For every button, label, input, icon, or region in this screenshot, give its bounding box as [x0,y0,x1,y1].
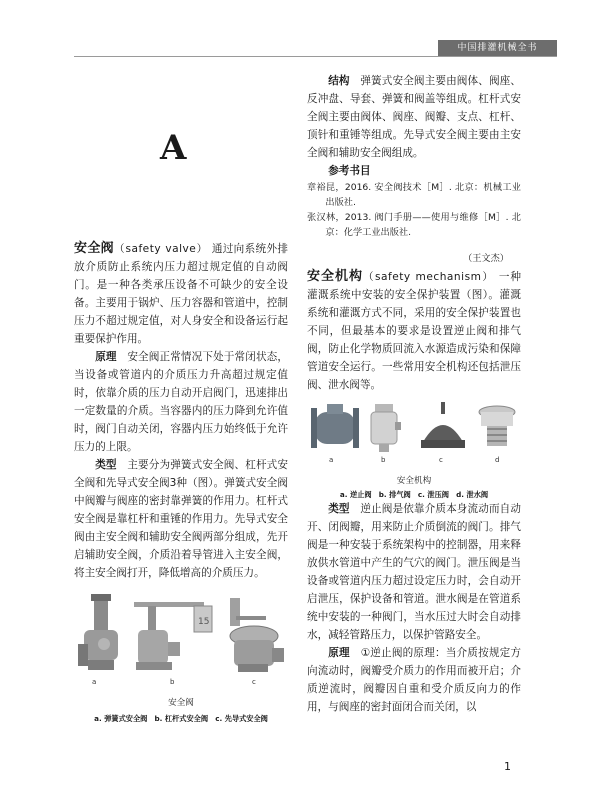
mech-types-label: 类型 [328,503,350,515]
reference-item: 章裕昆，2016. 安全阀技术［M］. 北京：机械工业出版社. [307,182,521,208]
mech-types-paragraph [307,500,521,644]
mech-letter-c: c [439,456,443,464]
header-rule [74,56,557,57]
spring-safety-valve-image [78,594,118,670]
pilot-safety-valve-image [230,598,284,672]
types-paragraph [74,456,288,582]
mech-figure-subcaption: a. 逆止阀 b. 排气阀 c. 泄压阀 d. 泄水阀 [339,490,489,499]
mech-principle-paragraph [307,644,521,716]
left-column [74,240,288,582]
entry-intro: 通过向系统外排放介质防止系统内压力超过规定值的自动阀门。是一种各类承压设备不可缺少的安全设备。主要用于锅炉、压力容器和管道中，控制压力不超过规定值，对人身安全和设备运行起重要保护作用。 [74,243,288,345]
structure-text: 弹簧式安全阀主要由阀体、阀座、反冲盘、导套、弹簧和阀盖等组成。杠杆式安全阀主要由阀体、阀座、阀瓣、支点、杠杆、顶针和重锤等组成。先导式安全阀主要由主安全阀和辅助安全阀组成。 [307,75,521,159]
types-text: 主要分为弹簧式安全阀、杠杆式安全阀和先导式安全阀3种（图）。弹簧式安全阀中阀瓣与阀座的密封靠弹簧的作用力。杠杆式安全阀是靠杠杆和重锤的作用力。先导式安全阀由主安全阀和辅助安全阀两部分组成，先开启辅助安全阀，介质沿着导管进入主安全阀，将主安全阀打开，降低增高的介质压力。 [74,459,288,579]
figure-letter-b: b [170,678,175,686]
check-valve-image [311,404,359,448]
entry2-intro: 一种灌溉系统中安装的安全保护装置（图）。灌溉系统和灌溉方式不同，采用的安全保护装置也不同，但最基本的要求是设置逆止阀和排气阀，防止化学物质回流入水源造成污染和保障管道安全运行。一些常用安全机构还包括泄压阀、泄水阀等。 [307,271,521,391]
page-number: 1 [504,760,511,773]
entry-term: 安全阀 [74,241,115,256]
mech-principle-label: 原理 [328,647,350,659]
entry2-term: 安全机构 [307,269,363,284]
entry2-term-en: （safety mechanism） [362,271,495,283]
series-title-bar: 中国排灌机械全书 [438,40,557,56]
entry-safety-mechanism [307,268,521,394]
principle-text: 安全阀正常情况下处于常闭状态，当设备或管道内的介质压力升高超过规定值时，依靠介质的压力自动开启阀门，迅速排出一定数量的介质。当容器内的压力降到允许值时，阀门自动关闭，容器内压力始终低于允许压力的上限。 [74,351,288,453]
references-list [307,180,521,240]
figure-caption: 安全阀 [168,698,194,708]
svg-text:15: 15 [198,617,210,627]
figure-subcaption: a. 弹簧式安全阀 b. 杠杆式安全阀 c. 先导式安全阀 [94,714,268,723]
entry-safety-valve [74,240,288,348]
safety-valve-figure [74,592,288,722]
mech-letter-a: a [329,456,334,464]
right-column-top [307,72,521,268]
pressure-relief-valve-image [421,402,465,448]
safety-valve-photos [74,592,288,684]
author-credit: （王文杰） [463,253,509,264]
figure-letter-a: a [92,678,97,686]
lever-safety-valve-image [134,602,212,670]
mech-principle-text: ①逆止阀的原理：当介质按规定方向流动时，阀瓣受介质力的作用而被开启；介质逆流时，阀瓣因自重和受介质反向力的作用，与阀座的密封面闭合而关闭，以 [307,647,522,713]
structure-label: 结构 [328,75,350,87]
structure-paragraph [307,72,521,162]
reference-item: 张汉林，2013. 阀门手册——使用与维修［M］. 北京：化学工业出版社. [307,212,521,238]
figure-letter-c: c [252,678,256,686]
mech-letter-b: b [381,456,386,464]
right-column-bottom [307,500,521,716]
principle-label: 原理 [95,351,117,363]
references-heading: 参考书目 [328,165,371,177]
principle-paragraph [74,348,288,456]
mech-letter-d: d [495,456,500,464]
safety-mechanism-figure [307,398,521,498]
section-letter: A [160,128,187,168]
air-release-valve-image [371,404,401,452]
types-label: 类型 [95,459,117,471]
safety-mechanism-photos [307,398,521,456]
mech-figure-caption: 安全机构 [396,476,432,486]
drain-valve-image [479,406,515,446]
entry-term-en: （safety valve） [114,243,209,255]
mech-types-text: 逆止阀是依靠介质本身流动而自动开、闭阀瓣，用来防止介质倒流的阀门。排气阀是一种安装于系统架构中的控制器，用来释放供水管道中产生的气穴的阀门。泄压阀是当设备或管道内压力超过设定压力时，会自动开启泄压，保护设备和管道。泄水阀是在管道系统中安装的一种阀门，当水压过大时会自动排水，减轻管路压力，以保护管路安全。 [307,503,521,641]
right-column-entry2 [307,268,521,394]
